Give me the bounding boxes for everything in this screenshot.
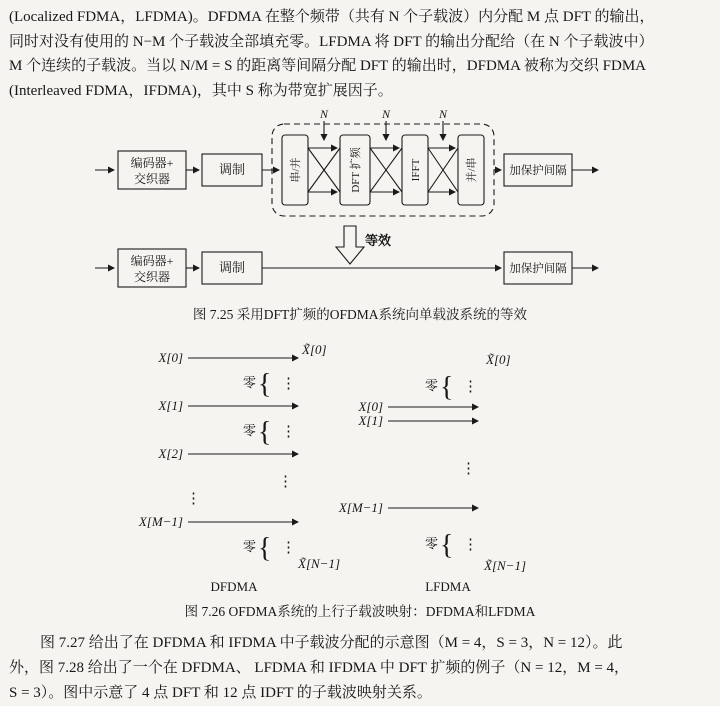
- text-line: 外，图 7.28 给出了一个在 DFDMA、 LFDMA 和 IFDMA 中 DFT 扩频的例子（N = 12，M = 4，: [9, 660, 630, 676]
- n-label: N: [381, 108, 391, 121]
- lfdma-output-top: X̃[0]: [486, 352, 511, 367]
- dft-spread-dashed-box: [272, 124, 494, 216]
- vertical-dots: ⋮: [281, 424, 296, 440]
- serial-parallel-label: 串/并: [290, 157, 302, 183]
- n-label: N: [438, 108, 448, 121]
- lfdma-input-xm1: X[M−1]: [338, 500, 383, 515]
- text-line: 同时对没有使用的 N−M 个子载波全部填充零。LFDMA 将 DFT 的输出分配给（在 N 个子载波中）: [9, 33, 654, 50]
- ifft-label: IFFT: [410, 158, 422, 182]
- paragraph-bottom: [9, 631, 713, 706]
- vertical-dots: ⋮: [186, 491, 201, 507]
- encoder-label-line1: 编码器+: [130, 156, 174, 170]
- lfdma-input-x1: X[1]: [358, 413, 383, 428]
- bus-lines: [428, 148, 458, 192]
- figure-7-25-caption: 图 7.25 采用DFT扩频的OFDMA系统向单载波系统的等效: [192, 307, 528, 322]
- n-label: N: [319, 108, 329, 121]
- zero-group: [243, 369, 296, 400]
- paragraph-top: [9, 5, 713, 103]
- encoder-label-line1: 编码器+: [130, 254, 174, 268]
- text-line: 图 7.27 给出了在 DFDMA 和 IFDMA 中子载波分配的示意图（M = 4，S = 3，N = 12）。此: [40, 635, 623, 651]
- dfdma-input-x0: X[0]: [158, 350, 183, 365]
- brace-glyph: {: [258, 369, 272, 400]
- encoder-label-line2: 交织器: [133, 270, 171, 284]
- vertical-dots: ⋮: [463, 537, 478, 553]
- text-line: (Interleaved FDMA，IFDMA)，其中 S 称为带宽扩展因子。: [9, 82, 393, 99]
- vertical-dots: ⋮: [281, 540, 296, 556]
- zero-group: [425, 372, 478, 403]
- figure-7-25-diagram: [0, 108, 720, 306]
- dft-spread-label: DFT 扩频: [350, 147, 362, 193]
- equivalence-arrow: [336, 226, 364, 264]
- brace-glyph: {: [440, 372, 454, 403]
- dfdma-output-bottom: X̃[N−1]: [298, 556, 341, 571]
- zero-label: 零: [242, 539, 256, 554]
- vertical-dots: ⋮: [281, 376, 296, 392]
- zero-label: 零: [424, 378, 438, 393]
- text-line: S = 3）。图中示意了 4 点 DFT 和 12 点 IDFT 的子载波映射关系。: [9, 685, 432, 701]
- fig26-labels: [138, 342, 526, 594]
- lfdma-input-x0: X[0]: [358, 399, 383, 414]
- dfdma-label: DFDMA: [210, 579, 258, 594]
- vertical-dots: ⋮: [463, 379, 478, 395]
- dfdma-output-top: X̃[0]: [302, 342, 327, 357]
- zero-label: 零: [424, 536, 438, 551]
- dfdma-input-x1: X[1]: [158, 398, 183, 413]
- brace-glyph: {: [258, 417, 272, 448]
- text-line: (Localized FDMA，LFDMA)。DFDMA 在整个频带（共有 N 个子载波）内分配 M 点 DFT 的输出，: [9, 9, 655, 25]
- lfdma-label: LFDMA: [425, 579, 471, 594]
- guard-label-top: 加保护间隔: [509, 165, 567, 177]
- bus-lines: [308, 148, 340, 192]
- zero-group: [425, 530, 478, 561]
- zero-group: [243, 417, 296, 448]
- figure-7-26-diagram: [0, 340, 720, 598]
- modulator-label: 调制: [218, 260, 246, 275]
- modulator-label: 调制: [218, 162, 246, 177]
- encoder-label-line2: 交织器: [133, 172, 171, 186]
- zero-group: [243, 533, 296, 564]
- bus-lines: [370, 148, 402, 192]
- lfdma-output-bottom: X̃[N−1]: [484, 558, 527, 573]
- brace-glyph: {: [258, 533, 272, 564]
- equivalence-label: 等效: [364, 233, 392, 248]
- zero-label: 零: [242, 423, 256, 438]
- zero-label: 零: [242, 375, 256, 390]
- dfdma-input-xm1: X[M−1]: [138, 514, 183, 529]
- dfdma-input-x2: X[2]: [158, 446, 183, 461]
- figure-7-26-caption: 图 7.26 OFDMA系统的上行子载波映射：DFDMA和LFDMA: [184, 604, 536, 619]
- guard-label-bottom: 加保护间隔: [509, 263, 567, 275]
- vertical-dots: ⋮: [461, 461, 476, 477]
- brace-glyph: {: [440, 530, 454, 561]
- parallel-serial-label: 并/串: [466, 157, 478, 183]
- vertical-dots: ⋮: [278, 474, 293, 490]
- text-line: M 个连续的子载波。当以 N/M = S 的距离等间隔分配 DFT 的输出时，DFDMA 被称为交织 FDMA: [9, 58, 646, 74]
